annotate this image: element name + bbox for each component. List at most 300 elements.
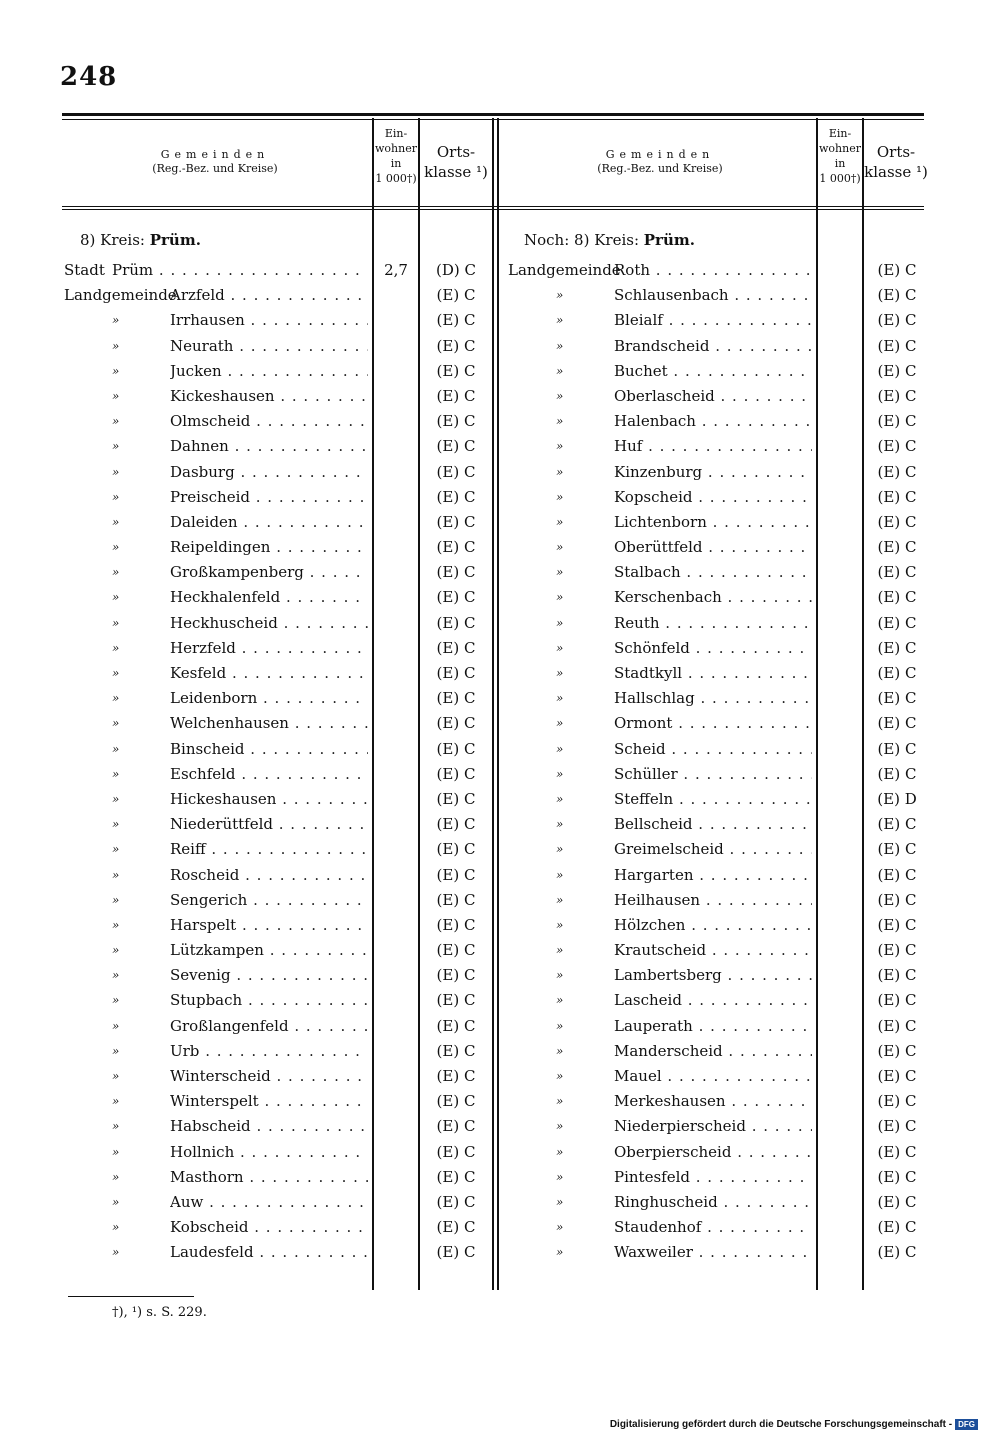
ortsklasse-value: (E) C: [877, 588, 917, 607]
ditto-mark: »: [556, 691, 564, 706]
ortsklasse-value: (E) C: [436, 739, 476, 758]
municipality-name: Halenbach . . .: [614, 409, 812, 434]
ortsklasse-value: (E) C: [877, 1192, 917, 1211]
table-row: [0, 812, 1000, 837]
municipality-name: Merkeshausen . . .: [614, 1089, 812, 1114]
ortsklasse-value: (E) C: [436, 1067, 476, 1085]
ditto-mark: »: [556, 968, 564, 983]
ortsklasse-value: (E) C: [877, 538, 917, 557]
ortsklasse-value: (E) C: [877, 815, 917, 834]
ditto-mark: »: [556, 1245, 564, 1260]
table-row: [0, 384, 1000, 409]
ortsklasse-value: (E) C: [877, 739, 917, 758]
footnote-rule: [68, 1296, 194, 1297]
right-column-rows: [0, 258, 1000, 1266]
ditto-mark: »: [112, 1144, 120, 1159]
row-prefix: Landgemeinde: [64, 286, 177, 305]
ortsklasse-value: (E) C: [436, 563, 476, 582]
ditto-mark: »: [556, 716, 564, 731]
ditto-mark: »: [112, 615, 120, 630]
municipality-name: Masthorn . . .: [170, 1165, 368, 1190]
ortsklasse-value: (E) C: [877, 865, 917, 884]
municipality-name: Lambertsberg . . .: [614, 963, 812, 988]
ditto-mark: »: [112, 842, 120, 857]
municipality-name: Dahnen . . .: [170, 434, 368, 459]
table-row: [0, 460, 1000, 485]
header-ortsklasse-right: [864, 142, 928, 182]
municipality-name: Huf . . .: [614, 434, 812, 459]
ortsklasse-value: (E) C: [436, 865, 476, 884]
municipality-name: Schlausenbach . . .: [614, 283, 812, 308]
header-einwohner-line: wohner: [375, 142, 417, 155]
ditto-mark: »: [556, 489, 564, 504]
header-einwohner-line: 1 000†): [375, 172, 417, 185]
ditto-mark: »: [112, 590, 120, 605]
ditto-mark: »: [556, 817, 564, 832]
ditto-mark: »: [556, 640, 564, 655]
municipality-name: Mauel . . .: [614, 1064, 812, 1089]
ditto-mark: »: [556, 414, 564, 429]
table-row: [0, 1089, 1000, 1114]
ortsklasse-value: (E) C: [877, 1117, 917, 1136]
ortsklasse-value: (E) C: [436, 1243, 476, 1262]
municipality-name: Irrhausen . . .: [170, 308, 368, 333]
top-rule-thick: [62, 113, 924, 116]
header-einwohner-line: 1 000†): [819, 172, 861, 185]
municipality-name: Preischeid . . .: [170, 485, 368, 510]
municipality-name: Hargarten . . .: [614, 863, 812, 888]
row-prefix: Stadt: [64, 261, 105, 279]
municipality-name: Pintesfeld . . .: [614, 1165, 812, 1190]
table-row: [0, 1215, 1000, 1240]
ortsklasse-value: (E) C: [877, 512, 917, 531]
municipality-name: Kerschenbach . . .: [614, 585, 812, 610]
header-gemeinden-subtitle: (Reg.-Bez. und Kreise): [152, 162, 278, 175]
ditto-mark: »: [112, 414, 120, 429]
header-gemeinden-subtitle: (Reg.-Bez. und Kreise): [597, 162, 723, 175]
municipality-name: Brandscheid . . .: [614, 334, 812, 359]
municipality-name: Bellscheid . . .: [614, 812, 812, 837]
municipality-name: Greimelscheid . . .: [614, 837, 812, 862]
table-row: [0, 585, 1000, 610]
ortsklasse-value: (E) C: [877, 563, 917, 582]
ortsklasse-value: (E) C: [436, 412, 476, 431]
ortsklasse-value: (E) C: [877, 1218, 917, 1237]
section-prefix: Noch: 8) Kreis:: [524, 231, 644, 249]
ditto-mark: »: [556, 313, 564, 328]
ortsklasse-value: (E) C: [436, 437, 476, 456]
ditto-mark: »: [556, 741, 564, 756]
header-ortsklasse-line: klasse ¹): [864, 163, 928, 181]
ditto-mark: »: [556, 867, 564, 882]
table-row: [0, 434, 1000, 459]
municipality-name: Eschfeld . . .: [170, 762, 368, 787]
header-einwohner-left: [372, 126, 420, 186]
municipality-name: Oberlascheid . . .: [614, 384, 812, 409]
municipality-name: Leidenborn . . .: [170, 686, 368, 711]
ditto-mark: »: [556, 1119, 564, 1134]
ortsklasse-value: (E) C: [877, 311, 917, 330]
ditto-mark: »: [556, 338, 564, 353]
header-einwohner-line: wohner: [819, 142, 861, 155]
ortsklasse-value: (E) C: [436, 815, 476, 834]
ditto-mark: »: [112, 791, 120, 806]
ortsklasse-value: (E) C: [877, 261, 917, 279]
ortsklasse-value: (E) C: [436, 714, 476, 733]
ortsklasse-value: (E) C: [877, 462, 917, 481]
municipality-name: Winterscheid . . .: [170, 1064, 368, 1089]
population-value: 2,7: [384, 261, 408, 279]
ditto-mark: »: [112, 388, 120, 403]
table-row: [0, 283, 1000, 308]
ditto-mark: »: [556, 388, 564, 403]
ortsklasse-value: (E) C: [436, 1092, 476, 1111]
ortsklasse-value: (E) D: [877, 789, 917, 808]
municipality-name: Auw . . .: [170, 1190, 368, 1215]
ditto-mark: »: [556, 540, 564, 555]
ditto-mark: »: [112, 1119, 120, 1134]
table-row: [0, 711, 1000, 736]
table-row: [0, 1190, 1000, 1215]
municipality-name: Niederpierscheid . . .: [614, 1114, 812, 1139]
ditto-mark: »: [112, 943, 120, 958]
header-ortsklasse-left: [420, 142, 492, 182]
table-row: [0, 1114, 1000, 1139]
municipality-name: Oberüttfeld . . .: [614, 535, 812, 560]
table-row: [0, 359, 1000, 384]
ditto-mark: »: [556, 1018, 564, 1033]
ditto-mark: »: [112, 691, 120, 706]
municipality-name: Schüller . . .: [614, 762, 812, 787]
ortsklasse-value: (E) C: [436, 1192, 476, 1211]
ortsklasse-value: (E) C: [436, 764, 476, 783]
municipality-name: Kesfeld . . .: [170, 661, 368, 686]
ortsklasse-value: (E) C: [436, 941, 476, 960]
ditto-mark: »: [112, 1018, 120, 1033]
digitization-credit: [610, 1419, 978, 1430]
municipality-name: Kinzenburg . . .: [614, 460, 812, 485]
credit-text: Digitalisierung gefördert durch die Deutsche Forschungsgemeinschaft -: [609, 1419, 953, 1431]
header-einwohner-line: in: [834, 157, 846, 170]
ortsklasse-value: (E) C: [436, 386, 476, 405]
ditto-mark: »: [112, 867, 120, 882]
municipality-name: Roscheid . . .: [170, 863, 368, 888]
ditto-mark: »: [556, 288, 564, 303]
ortsklasse-value: (E) C: [877, 638, 917, 657]
ditto-mark: »: [556, 842, 564, 857]
ditto-mark: »: [556, 1094, 564, 1109]
ortsklasse-value: (E) C: [436, 462, 476, 481]
municipality-name: Prüm . . .: [112, 258, 368, 283]
ortsklasse-value: (E) C: [877, 286, 917, 305]
ortsklasse-value: (E) C: [877, 437, 917, 456]
municipality-name: Reiff . . .: [170, 837, 368, 862]
municipality-name: Kobscheid . . .: [170, 1215, 368, 1240]
table-row: [0, 308, 1000, 333]
municipality-name: Waxweiler . . .: [614, 1240, 812, 1265]
municipality-name: Bleialf . . .: [614, 308, 812, 333]
ditto-mark: »: [112, 817, 120, 832]
table-row: [0, 938, 1000, 963]
ortsklasse-value: (E) C: [436, 1041, 476, 1060]
ditto-mark: »: [556, 766, 564, 781]
header-ortsklasse-line: klasse ¹): [424, 163, 488, 181]
table-row: [0, 737, 1000, 762]
ditto-mark: »: [112, 666, 120, 680]
municipality-name: Arzfeld . . .: [170, 283, 368, 308]
ditto-mark: »: [556, 1220, 564, 1235]
ortsklasse-value: (E) C: [436, 991, 476, 1010]
municipality-name: Sengerich . . .: [170, 888, 368, 913]
ditto-mark: »: [556, 993, 564, 1008]
table-row: [0, 888, 1000, 913]
ortsklasse-value: (E) C: [877, 336, 917, 355]
municipality-name: Stupbach . . .: [170, 988, 368, 1013]
municipality-name: Kopscheid . . .: [614, 485, 812, 510]
ortsklasse-value: (E) C: [877, 966, 917, 985]
ditto-mark: »: [112, 439, 120, 454]
municipality-name: Lascheid . . .: [614, 988, 812, 1013]
municipality-name: Heilhausen . . .: [614, 888, 812, 913]
ditto-mark: »: [556, 439, 564, 454]
header-einwohner-line: in: [390, 157, 402, 170]
table-row: [0, 787, 1000, 812]
ditto-mark: »: [556, 1194, 564, 1209]
municipality-name: Manderscheid . . .: [614, 1039, 812, 1064]
municipality-name: Buchet . . .: [614, 359, 812, 384]
ditto-mark: »: [112, 565, 120, 580]
header-gemeinden-title: Gemeinden: [605, 148, 715, 161]
section-prefix: 8) Kreis:: [80, 231, 150, 249]
row-prefix: Landgemeinde: [508, 261, 621, 279]
ditto-mark: »: [556, 514, 564, 529]
ditto-mark: »: [556, 791, 564, 806]
footnote: †), ¹) s. S. 229.: [112, 1305, 207, 1320]
ditto-mark: »: [112, 338, 120, 353]
municipality-name: Staudenhof . . .: [614, 1215, 812, 1240]
table-row: [0, 988, 1000, 1013]
ortsklasse-value: (E) C: [436, 789, 476, 808]
ditto-mark: »: [112, 968, 120, 983]
municipality-name: Lützkampen . . .: [170, 938, 368, 963]
header-ortsklasse-line: Orts-: [876, 143, 916, 161]
ditto-mark: »: [112, 313, 120, 328]
municipality-name: Reuth . . .: [614, 611, 812, 636]
ortsklasse-value: (E) C: [436, 361, 476, 380]
municipality-name: Kickeshausen . . .: [170, 384, 368, 409]
ditto-mark: »: [112, 716, 120, 731]
ditto-mark: »: [112, 514, 120, 529]
ditto-mark: »: [112, 993, 120, 1008]
ortsklasse-value: (E) C: [877, 664, 917, 682]
ortsklasse-value: (E) C: [877, 1167, 917, 1186]
municipality-name: Binscheid . . .: [170, 737, 368, 762]
municipality-name: Dasburg . . .: [170, 460, 368, 485]
ortsklasse-value: (E) C: [877, 915, 917, 934]
municipality-name: Großlangenfeld . . .: [170, 1014, 368, 1039]
dfg-logo: DFG: [955, 1419, 978, 1430]
ditto-mark: »: [112, 640, 120, 655]
municipality-name: Welchenhausen . . .: [170, 711, 368, 736]
ortsklasse-value: (E) C: [436, 890, 476, 909]
ortsklasse-value: (E) C: [436, 664, 476, 682]
table-row: [0, 510, 1000, 535]
table-row: [0, 258, 1000, 283]
ortsklasse-value: (E) C: [436, 689, 476, 708]
municipality-name: Niederüttfeld . . .: [170, 812, 368, 837]
section-title-right: [524, 231, 695, 249]
ditto-mark: »: [556, 1144, 564, 1159]
ditto-mark: »: [556, 892, 564, 907]
ditto-mark: »: [112, 1069, 120, 1083]
municipality-name: Sevenig . . .: [170, 963, 368, 988]
municipality-name: Lauperath . . .: [614, 1014, 812, 1039]
municipality-name: Daleiden . . .: [170, 510, 368, 535]
ortsklasse-value: (E) C: [877, 1142, 917, 1161]
header-ortsklasse-line: Orts-: [436, 143, 476, 161]
ditto-mark: »: [112, 464, 120, 479]
ortsklasse-value: (E) C: [436, 512, 476, 531]
municipality-name: Olmscheid . . .: [170, 409, 368, 434]
ortsklasse-value: (E) C: [436, 966, 476, 985]
municipality-name: Reipeldingen . . .: [170, 535, 368, 560]
municipality-name: Hölzchen . . .: [614, 913, 812, 938]
ortsklasse-value: (E) C: [877, 412, 917, 431]
municipality-name: Habscheid . . .: [170, 1114, 368, 1139]
ditto-mark: »: [112, 1220, 120, 1235]
ditto-mark: »: [112, 741, 120, 756]
ortsklasse-value: (E) C: [877, 1067, 917, 1085]
ditto-mark: »: [556, 1069, 564, 1083]
ditto-mark: »: [556, 1043, 564, 1058]
ortsklasse-value: (E) C: [877, 613, 917, 632]
ortsklasse-value: (E) C: [877, 890, 917, 909]
municipality-name: Ormont . . .: [614, 711, 812, 736]
ortsklasse-value: (D) C: [436, 261, 476, 279]
ditto-mark: »: [112, 363, 120, 378]
ditto-mark: »: [112, 917, 120, 932]
ortsklasse-value: (E) C: [436, 1218, 476, 1237]
table-row: [0, 560, 1000, 585]
ditto-mark: »: [556, 363, 564, 378]
municipality-name: Urb . . .: [170, 1039, 368, 1064]
ditto-mark: »: [112, 1169, 120, 1184]
municipality-name: Heckhuscheid . . .: [170, 611, 368, 636]
table-row: [0, 611, 1000, 636]
ortsklasse-value: (E) C: [877, 941, 917, 960]
section-title-left: [80, 231, 201, 249]
ditto-mark: »: [556, 464, 564, 479]
table-row: [0, 1140, 1000, 1165]
ditto-mark: »: [556, 615, 564, 630]
ditto-mark: »: [112, 1194, 120, 1209]
table-row: [0, 863, 1000, 888]
municipality-name: Schönfeld . . .: [614, 636, 812, 661]
ditto-mark: »: [112, 1245, 120, 1260]
municipality-name: Heckhalenfeld . . .: [170, 585, 368, 610]
ortsklasse-value: (E) C: [877, 764, 917, 783]
municipality-name: Hallschlag . . .: [614, 686, 812, 711]
municipality-name: Herzfeld . . .: [170, 636, 368, 661]
ortsklasse-value: (E) C: [877, 1041, 917, 1060]
ortsklasse-value: (E) C: [436, 840, 476, 859]
ortsklasse-value: (E) C: [436, 1142, 476, 1161]
table-row: [0, 636, 1000, 661]
municipality-name: Jucken . . .: [170, 359, 368, 384]
ditto-mark: »: [556, 590, 564, 605]
header-einwohner-line: Ein-: [384, 127, 408, 140]
ortsklasse-value: (E) C: [877, 1092, 917, 1111]
table-row: [0, 1014, 1000, 1039]
table-row: [0, 409, 1000, 434]
ditto-mark: »: [556, 666, 564, 680]
municipality-name: Neurath . . .: [170, 334, 368, 359]
table-row: [0, 1240, 1000, 1265]
ortsklasse-value: (E) C: [436, 638, 476, 657]
ortsklasse-value: (E) C: [436, 286, 476, 305]
ortsklasse-value: (E) C: [436, 311, 476, 330]
page-number: 248: [60, 62, 118, 92]
municipality-name: Steffeln . . .: [614, 787, 812, 812]
ortsklasse-value: (E) C: [436, 538, 476, 557]
table-row: [0, 1039, 1000, 1064]
ditto-mark: »: [112, 1094, 120, 1109]
ditto-mark: »: [112, 892, 120, 907]
table-row: [0, 485, 1000, 510]
municipality-name: Großkampenberg . . .: [170, 560, 368, 585]
ortsklasse-value: (E) C: [877, 361, 917, 380]
ditto-mark: »: [112, 540, 120, 555]
header-einwohner-right: [816, 126, 864, 186]
ortsklasse-value: (E) C: [436, 613, 476, 632]
ditto-mark: »: [556, 1169, 564, 1184]
table-row: [0, 963, 1000, 988]
municipality-name: Hollnich . . .: [170, 1140, 368, 1165]
ditto-mark: »: [112, 766, 120, 781]
ditto-mark: »: [556, 565, 564, 580]
ortsklasse-value: (E) C: [877, 840, 917, 859]
table-row: [0, 762, 1000, 787]
table-row: [0, 334, 1000, 359]
ortsklasse-value: (E) C: [436, 487, 476, 506]
header-gemeinden-left: [90, 148, 340, 176]
municipality-name: Hickeshausen . . .: [170, 787, 368, 812]
ditto-mark: »: [556, 943, 564, 958]
municipality-name: Stalbach . . .: [614, 560, 812, 585]
municipality-name: Roth . . .: [614, 258, 812, 283]
municipality-name: Oberpierscheid . . .: [614, 1140, 812, 1165]
municipality-name: Harspelt . . .: [170, 913, 368, 938]
ditto-mark: »: [112, 489, 120, 504]
table-row: [0, 1064, 1000, 1089]
ortsklasse-value: (E) C: [436, 336, 476, 355]
municipality-name: Lichtenborn . . .: [614, 510, 812, 535]
ortsklasse-value: (E) C: [436, 1167, 476, 1186]
table-row: [0, 535, 1000, 560]
header-gemeinden-right: [530, 148, 790, 176]
ortsklasse-value: (E) C: [877, 714, 917, 733]
municipality-name: Krautscheid . . .: [614, 938, 812, 963]
table-row: [0, 661, 1000, 686]
municipality-name: Ringhuscheid . . .: [614, 1190, 812, 1215]
ortsklasse-value: (E) C: [877, 689, 917, 708]
ortsklasse-value: (E) C: [436, 588, 476, 607]
header-gemeinden-title: Gemeinden: [160, 148, 270, 161]
ditto-mark: »: [112, 1043, 120, 1058]
ortsklasse-value: (E) C: [877, 1016, 917, 1035]
table-row: [0, 913, 1000, 938]
municipality-name: Stadtkyll . . .: [614, 661, 812, 686]
